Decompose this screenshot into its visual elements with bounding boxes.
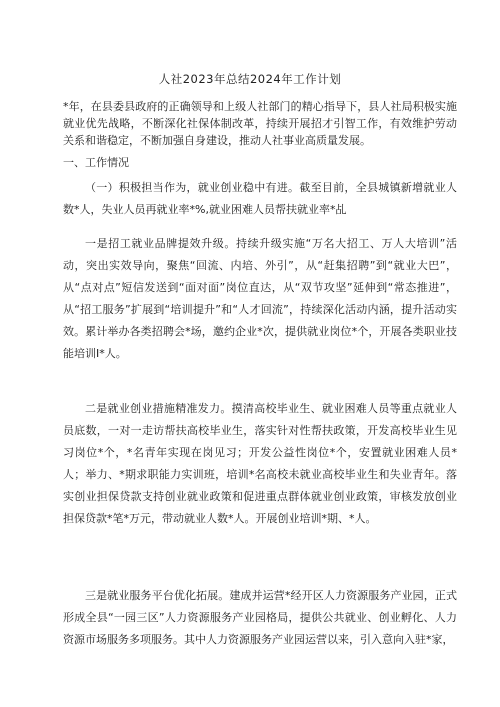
- paragraph-service-platform: 三是就业服务平台优化拓展。建成并运营*经开区人力资源服务产业园，正式形成全县“一园三区”人力资源服务产业园格局，提供公共就业、创业孵化、人力资源市场服务多项服务。其中人力资源服务产业园运营以来，引入意向入驻*家，: [63, 589, 457, 646]
- paragraph-employment-measures: 二是就业创业措施精准发力。摸清高校毕业生、就业困难人员等重点就业人员底数，一对一走访帮扶高校毕业生，落实针对性帮扶政策，开发高校毕业生见习岗位*个，*名青年实现在岗见习；开发公益性岗位*个，安置就业困难人员*人；举力、*期求职能力实训班，培训*名高校未就业高校毕业生和失业青年。落实创业担保贷款支持创业就业政策和促进重点群体就业创业政策，审核发放创业担保贷款*笔*万元，带动就业人数*人。开展创业培训*期、*人。: [63, 402, 457, 525]
- paragraph-recruitment: 一是招工就业品牌提效升级。持续升级实施“万名大招工、万人大培训”活动，突出实效导向，聚焦“回流、内培、外引”，从“赶集招聘”到“就业大巴”，从“点对点”短信发送到“面对面”岗位直达，从“双节攻坚”延伸到“常态推进”，从“招工服务”扩展到“培训提升”和“人才回流”，持续深化活动内涵，提升活动实效。累计举办各类招聘会*场，邀约企业*次，提供就业岗位*个，开展各类职业技能培训I*人。: [63, 237, 457, 360]
- section-heading: 一、工作情况: [63, 156, 129, 169]
- intro-paragraph: *年，在县委县政府的正确领导和上级人社部门的精心指导下，县人社局积极实施就业优先战略，不断深化社保体制改革，持续开展招才引智工作，有效维护劳动关系和谐稳定，不断加强自身建设，推动人社事业高质量发展。: [63, 100, 457, 147]
- subsection-paragraph: （一）积极担当作为，就业创业稳中有进。截至目前，全县城镇新增就业人数*人，失业人员再就业率*%,就业困难人员帮扶就业率*乩: [63, 181, 457, 216]
- document-title: 人社2023年总结2024年工作计划: [158, 72, 342, 86]
